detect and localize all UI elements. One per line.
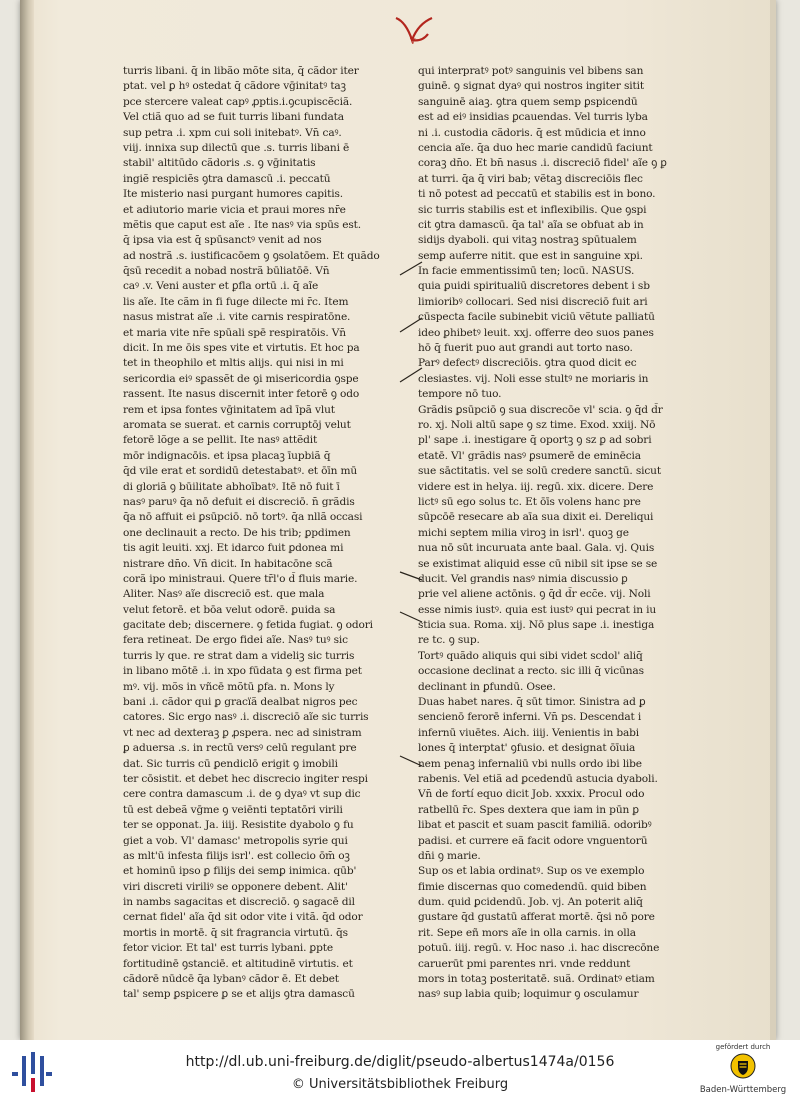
- text-line: Tortꝰ quãdo aliquis qui sibi videt scdol' aliq̄: [418, 649, 643, 662]
- sponsor-name: Baden-Württemberg: [699, 1085, 787, 1095]
- text-line: in nambs sagacitas et discreciō. ꝯ sagacē dil: [123, 896, 355, 909]
- text-line: caꝰ .v. Veni auster et ꝑfla ortū .i. q̄ aĩe: [123, 280, 319, 293]
- text-line: pl' sape .i. inestigare q̄ oportꝫ ꝯ sz ꝑ ad sobri: [418, 434, 652, 447]
- text-line: viri discreti viriliꝰ se opponere debent. Alit': [123, 880, 348, 893]
- text-line: nasꝰ sup labia quib; loquimur ꝯ osculamur: [418, 988, 639, 1001]
- text-line: tis agit leuiti. xxj. Et idarco fuit ꝑdonea mi: [123, 542, 344, 555]
- sponsor-caption: gefördert durch: [715, 1043, 771, 1051]
- text-line: vt nec ad dexteraꝫ ꝑ ꝓspera. nec ad sinistram: [123, 726, 362, 739]
- text-line: q̄a nō affuit ei ꝑsūpciō. nō tortꝰ. q̄a nllã occasi: [123, 511, 363, 524]
- text-line: ducit. Vel grandis nasꝰ nimia discussio ꝑ: [418, 572, 628, 585]
- text-line: est ad eiꝰ insidias ꝑcauendas. Vel turris lyba: [418, 111, 648, 124]
- text-line: dn̄i ꝯ marie.: [418, 849, 481, 862]
- text-line: Sup os et labia ordinatꝰ. Sup os ve exemplo: [418, 865, 645, 878]
- text-line: mꝰ. vij. mõs in vñcē mõtū ꝑfa. n. Mons ly: [123, 680, 335, 693]
- text-line: sue sāctitatis. vel se solū credere sanctū. sicut: [418, 465, 661, 478]
- text-line: gacitate deb; discernere. ꝯ fetida fugiat. ꝯ odori: [123, 619, 373, 632]
- footer-bar: [0, 1040, 800, 1099]
- text-line: lictꝰ sū ego solus tc. Et ōīs volens hanc pre: [418, 495, 641, 508]
- text-line: etatē. Vl' grãdis nasꝰ ꝑsumerē de eminēcia: [418, 449, 641, 462]
- sponsor-block: [690, 1043, 796, 1097]
- text-line: sidijs dyaboli. qui vitaꝫ nostraꝫ spūtualem: [418, 234, 637, 247]
- text-line: di gloriã ꝯ būilitate abhoībatꝰ. Itē nō fuit ī: [123, 480, 340, 493]
- text-line: q̄sū recedit a nobad nostrã būliatōē. Vn̄: [123, 265, 330, 278]
- text-line: padisi. et currere eã facit odore vnguentorū: [418, 834, 648, 847]
- text-line: fortitudinē ꝯstanciē. et altitudinē virtutis. et: [123, 957, 353, 970]
- text-line: nistrare dn̄o. Vn̄ dicit. In habitacōne scã: [123, 557, 333, 570]
- text-line: et maria vite nr̄e spūali spē respiratōis. Vn̄: [123, 326, 346, 339]
- text-line: dum. quid ꝑcidendū. Job. vj. An poterit aliq̄: [418, 896, 643, 909]
- text-line: ꝑ aduersa .s. in rectū versꝰ celū regulant pre: [123, 742, 357, 755]
- red-signature-mark: [392, 14, 442, 48]
- text-line: turris libani. q̄ in libão mõte sita, q̄ cãdor iter: [123, 65, 359, 77]
- text-line: nasꝰ paruꝰ q̄a nō defuit ei discreciō. n̄ grãdis: [123, 495, 355, 508]
- text-line: ro. xj. Noli altū sape ꝯ sz time. Exod. xxiij. Nō: [418, 418, 656, 431]
- text-line: guinē. ꝯ signat dyaꝰ qui nostros ingiter sitit: [418, 80, 644, 93]
- text-line: potuū. iiij. regū. v. Hoc naso .i. hac discrecōne: [418, 942, 660, 955]
- text-line: fera retineat. De ergo fidei aĩe. Nasꝰ tuꝰ sic: [123, 634, 348, 647]
- text-line: coraꝫ dn̄o. Et bn̄ nasus .i. discreciō fidel' aĩe ꝯ ꝑ: [418, 157, 667, 170]
- text-line: catores. Sic ergo nasꝰ .i. discreciō aĩe sic turris: [123, 711, 369, 724]
- text-line: one declinauit a recto. De his trib; ꝑpdimen: [123, 526, 351, 539]
- text-line: lones q̄ interptat' ꝯfusio. et designat ōīuia: [418, 742, 636, 755]
- text-line: sūpcōē resecare ab aīa sua dixit ei. Dereliqui: [418, 511, 654, 524]
- text-line: lis aĩe. Ite cãm in fi fuge dilecte mi r̄c. Item: [123, 295, 349, 308]
- text-line: esse nimis iustꝰ. quia est iustꝰ qui pecrat in iu: [418, 603, 657, 616]
- text-line: ad nostrã .s. iustificacōem ꝯ ꝯsolatōem. Et quãdo: [123, 249, 380, 262]
- text-line: cãdorē nūdcē q̄a lybanꝰ cãdor ē. Et debet: [123, 973, 339, 986]
- text-line: Duas habet nares. q̄ sūt timor. Sinistra ad ꝑ: [418, 696, 646, 709]
- text-line: nua nō sūt incuruata ante baal. Gala. vj. Quis: [418, 542, 655, 555]
- text-line: dicit. In me ōis spes vite et virtutis. Et hoc pa: [123, 342, 360, 355]
- text-line: tal' semp ꝑspicere ꝑ se et alijs ꝯtra damascū: [123, 988, 355, 1001]
- text-line: rabenis. Vel etiã ad ꝑcedendū astucia dyaboli.: [418, 772, 658, 785]
- text-line: videre est in helya. iij. regū. xix. dicere. Dere: [418, 480, 654, 493]
- text-line: re tc. ꝯ sup.: [418, 634, 480, 647]
- text-line: qui interpratꝰ potꝰ sanguinis vel bibens san: [418, 65, 644, 77]
- text-line: occasione declinat a recto. sic illi q̄ vicūnas: [418, 665, 644, 678]
- text-line: viij. innixa sup dilectū que .s. turris libani ē: [123, 141, 350, 154]
- page-edge: [770, 0, 776, 1040]
- text-line: et hominū ipso ꝑ filijs dei semꝑ inimica. qūb': [123, 865, 357, 878]
- text-line: dat. Sic turris cū ꝑendiclō erigit ꝯ imobili: [123, 757, 338, 770]
- text-line: as mlt'ū infesta filijs isrl'. est collecio ōm̄ oꝫ: [123, 849, 350, 862]
- text-line: stabil' altitūdo cãdoris .s. ꝯ vḡinitatis: [123, 157, 316, 170]
- text-line: nasus mistrat aĩe .i. vite carnis respiratōne.: [123, 311, 351, 324]
- text-line: Aliter. Nasꝰ aĩe discreciō est. que mala: [123, 588, 325, 601]
- signature-mark-letter: v: [410, 36, 416, 47]
- text-line: Ite misterio nasi purgant humores capitis.: [123, 188, 343, 201]
- text-line: cere contra damascum .i. de ꝯ dyaꝰ vt sup dic: [123, 788, 361, 801]
- text-line: In facie emmentissimū ten; locū. NASUS.: [418, 265, 635, 278]
- text-line: clesiastes. vij. Noli esse stultꝰ ne moriaris in: [418, 372, 649, 385]
- text-line: Parꝰ defectꝰ discreciōis. ꝯtra quod dicit ec: [418, 357, 637, 370]
- text-line: et adiutorio marie vicia et praui mores nr̄e: [123, 203, 346, 216]
- text-line: quia ꝑuidi spiritualiū discretores debent i sb: [418, 280, 650, 293]
- text-line: Vn̄ de fortí equo dicit Job. xxxix. Procul odo: [418, 788, 645, 801]
- text-line: sic turris stabilis est et inflexibilis. Que ꝯspi: [418, 203, 647, 216]
- text-line: q̄d vile erat et sordidū detestabatꝰ. et ōīn mū: [123, 465, 358, 478]
- scanned-page: [20, 0, 776, 1040]
- text-line: q̄ ipsa via est q̄ spūsanctꝰ venit ad nos: [123, 234, 322, 247]
- text-line: michi septem milia viroꝫ in isrl'. quoꝫ ge: [418, 526, 629, 539]
- text-line: sanguinē aiaꝫ. ꝯtra quem semp ꝑspicendū: [418, 95, 638, 108]
- text-line: fetor vicior. Et tal' est turris lybani. ꝑpte: [123, 942, 333, 955]
- text-line: ideo ꝑhibetꝰ leuit. xxj. offerre deo suos panes: [418, 326, 654, 339]
- text-line: giet a vob. Vl' damasc' metropolis syrie qui: [123, 834, 348, 847]
- text-line: cit ꝯtra damascū. q̄a tal' aĩa se obfuat ab in: [418, 218, 644, 231]
- text-line: infernū viuētes. Aich. iiij. Venientis in babi: [418, 726, 639, 739]
- text-line: bani .i. cãdor qui ꝑ gracïã dealbat nigros pec: [123, 696, 358, 709]
- text-line: cūspecta facile subinebit viciū vẽtute palliatū: [418, 311, 655, 324]
- text-line: at turri. q̄a q̄ viri bab; vẽtaꝫ discreciōis flec: [418, 172, 643, 185]
- text-line: hō q̄ fuerit puo aut grandi aut torto naso.: [418, 342, 633, 355]
- text-line: aromata se suerat. et carnis corruptōj velut: [123, 418, 351, 431]
- text-line: tempore nō tuo.: [418, 388, 502, 401]
- text-line: mōr indignacōis. et ipsa placaꝫ īupbiã q̄: [123, 449, 331, 462]
- text-line: gustare q̄d gustatū afferat mortē. q̄si nō pore: [418, 911, 655, 924]
- text-line: declinant in ꝑfundū. Osee.: [418, 680, 556, 693]
- state-coat-of-arms-icon: [730, 1053, 756, 1079]
- text-line: ti nō potest ad peccatū et stabilis est in bono.: [418, 188, 656, 201]
- text-line: corã ipo ministraui. Quere tr̄l'o d̄ fluis marie.: [123, 572, 358, 585]
- text-line: libat et pascit et suam pascit familiã. odoribꝰ: [418, 819, 652, 832]
- text-line: fimie discernas quo comedendū. quid biben: [418, 880, 647, 893]
- text-line: cencia aĩe. q̄a duo hec marie candidū faciunt: [418, 141, 653, 154]
- text-line: sericordia eiꝰ sꝑassẽt de ꝯi misericordia ꝯspe: [123, 372, 359, 385]
- text-line: ter se opponat. Ja. iiij. Resistite dyabolo ꝯ fu: [123, 819, 354, 832]
- text-line: limioribꝰ collocari. Sed nisi discreciō fuit ari: [418, 295, 648, 308]
- text-line: cernat fidel' aĩa q̄d sit odor vite i vitã. q̄d odor: [123, 911, 363, 924]
- text-line: mẽtis que caput est aĩe . Ite nasꝰ via spūs est.: [123, 218, 361, 231]
- text-line: ingiẽ respiciẽs ꝯtra damascū .i. peccatū: [123, 172, 331, 185]
- copyright-notice: © Universitätsbibliothek Freiburg: [291, 1077, 509, 1092]
- text-line: se existimat aliquid esse cū nibil sit ipse se se: [418, 557, 658, 570]
- text-line: caruerūt pmi parentes nri. vnde reddunt: [418, 957, 631, 970]
- text-line: ter cōsistit. et debet hec discrecio ingiter respi: [123, 772, 368, 785]
- text-line: ni .i. custodia cãdoris. q̄ est mūdicia et inno: [418, 126, 646, 139]
- text-line: mortis in mortē. q̄ sit fragrancia virtutū. q̄s: [123, 926, 348, 939]
- text-line: Grãdis ꝑsūpciō ꝯ sua discrecōe vl' scia. ꝯ q̄d d̄r: [418, 403, 663, 416]
- text-line: sencienō ferorē inferni. Vn̄ ps. Descendat i: [418, 711, 642, 724]
- text-line: tū est debeã vḡme ꝯ veiēnti teptatōri virili: [123, 803, 343, 816]
- text-line: nem penaꝫ infernaliū vbi nulls ordo ibi libe: [418, 757, 642, 770]
- text-line: turris ly que. re strat dam a videliꝫ sic turris: [123, 649, 355, 662]
- text-line: ratbellū r̄c. Spes dextera que iam in pūn ꝑ: [418, 803, 639, 816]
- text-line: in libano mõtē .i. in xpo fūdata ꝯ est firma pet: [123, 665, 362, 678]
- text-line: rassent. Ite nasus discernit inter fetorē ꝯ odo: [123, 388, 360, 401]
- text-line: velut fetorē. et bōa velut odorē. ꝑuida sa: [123, 603, 336, 616]
- page-url[interactable]: http://dl.ub.uni-freiburg.de/diglit/pseudo-albertus1474a/0156: [185, 1054, 615, 1070]
- text-line: sup petra .i. xpm cui soli initebatꝰ. Vn̄ caꝰ.: [123, 126, 342, 139]
- text-line: semꝑ auferre nitit. que est in sanguine xpi.: [418, 249, 643, 262]
- text-line: mors in totaꝫ posteritatē. suã. Ordinatꝰ etiam: [418, 973, 655, 986]
- text-line: rem et ipsa fontes vḡinitatem ad īpã vlut: [123, 403, 335, 416]
- text-line: tet in theophilo et mltis alijs. qui nisi in mi: [123, 357, 344, 370]
- text-line: prie vel aliene actōnis. ꝯ q̄d d̄r ecc̄e. vij. Noli: [418, 588, 651, 601]
- right-column: [418, 64, 680, 1003]
- text-line: ptat. vel ꝑ hꝰ ostedat q̄ cãdore vḡinitatꝰ taꝫ: [123, 80, 346, 93]
- text-line: pce stercere valeat capꝰ ꝓptis.i.ꝯcupiscẽciã.: [123, 95, 353, 108]
- left-column: [123, 64, 393, 1003]
- text-line: sticia sua. Roma. xij. Nō plus sape .i. inestiga: [418, 619, 655, 632]
- page-gutter: [20, 0, 34, 1040]
- text-line: Vel ctiã quo ad se fuit turris libani fundata: [123, 111, 344, 124]
- text-line: fetorē lõge a se pellit. Ite nasꝰ attẽdit: [123, 434, 318, 447]
- text-line: rit. Sepe eñ mors aĩe in olla carnis. in olla: [418, 926, 636, 939]
